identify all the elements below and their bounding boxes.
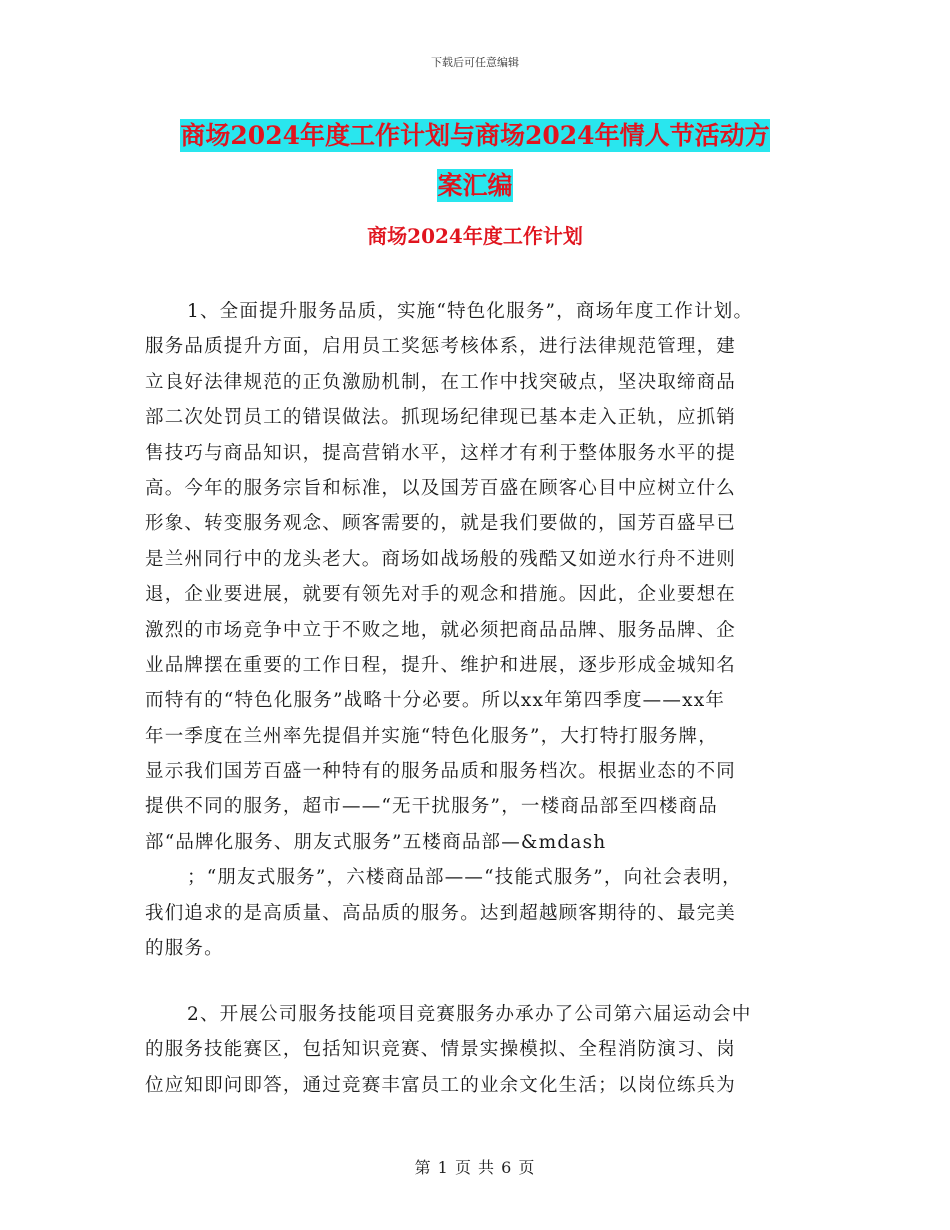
paragraph-line: 年一季度在兰州率先提倡并实施“特色化服务”，大打特打服务牌，	[145, 725, 718, 747]
document-title-line-2	[0, 161, 950, 211]
paragraph-line: 部“品牌化服务、朋友式服务”五楼商品部—&mdash	[145, 831, 607, 853]
paragraph-line: ；“朋友式服务”，六楼商品部——“技能式服务”，向社会表明，	[187, 867, 742, 889]
paragraph-line: 退，企业要进展，就要有领先对手的观念和措施。因此，企业要想在	[145, 584, 737, 606]
title-line-1-text: 商场2024年度工作计划与商场2024年情人节活动方	[180, 121, 770, 150]
paragraph-line: 高。今年的服务宗旨和标准，以及国芳百盛在顾客心目中应树立什么	[145, 477, 737, 499]
paragraph-line: 的服务。	[145, 938, 224, 960]
title-line-2-text: 案汇编	[437, 171, 513, 200]
paragraph-1	[145, 294, 825, 966]
document-title-line-1	[0, 111, 950, 161]
paragraph-line: 业品牌摆在重要的工作日程，提升、维护和进展，逐步形成金城知名	[145, 654, 737, 676]
paragraph-line: 显示我们国芳百盛一种特有的服务品质和服务档次。根据业态的不同	[145, 761, 737, 783]
header-note: 下载后可任意编辑	[431, 56, 519, 69]
page-footer: 第 1 页 共 6 页	[414, 1158, 536, 1177]
paragraph-line: 部二次处罚员工的错误做法。抓现场纪律现已基本走入正轨，应抓销	[145, 407, 737, 429]
paragraph-line: 激烈的市场竞争中立于不败之地，就必须把商品品牌、服务品牌、企	[145, 619, 737, 641]
paragraph-2	[145, 997, 825, 1103]
paragraph-line: 是兰州同行中的龙头老大。商场如战场般的残酷又如逆水行舟不进则	[145, 548, 737, 570]
document-title	[0, 111, 950, 211]
paragraph-line: 服务品质提升方面，启用员工奖惩考核体系，进行法律规范管理，建	[145, 336, 737, 358]
section-title: 商场2024年度工作计划	[367, 224, 583, 248]
paragraph-line: 的服务技能赛区，包括知识竞赛、情景实操模拟、全程消防演习、岗	[145, 1039, 737, 1061]
paragraph-line: 售技巧与商品知识，提高营销水平，这样才有利于整体服务水平的提	[145, 442, 737, 464]
paragraph-line: 我们追求的是高质量、高品质的服务。达到超越顾客期待的、最完美	[145, 902, 737, 924]
paragraph-line: 形象、转变服务观念、顾客需要的，就是我们要做的，国芳百盛早已	[145, 513, 737, 535]
paragraph-line: 位应知即问即答，通过竞赛丰富员工的业余文化生活；以岗位练兵为	[145, 1074, 737, 1096]
paragraph-line: 提供不同的服务，超市——“无干扰服务”，一楼商品部至四楼商品	[145, 796, 718, 818]
paragraph-line: 2、开展公司服务技能项目竞赛服务办承办了公司第六届运动会中	[187, 1004, 752, 1025]
paragraph-line: 1、全面提升服务品质，实施“特色化服务”，商场年度工作计划。	[187, 301, 754, 322]
paragraph-line: 立良好法律规范的正负激励机制，在工作中找突破点，坚决取缔商品	[145, 371, 737, 393]
paragraph-line: 而特有的“特色化服务”战略十分必要。所以xx年第四季度——xx年	[145, 690, 726, 712]
